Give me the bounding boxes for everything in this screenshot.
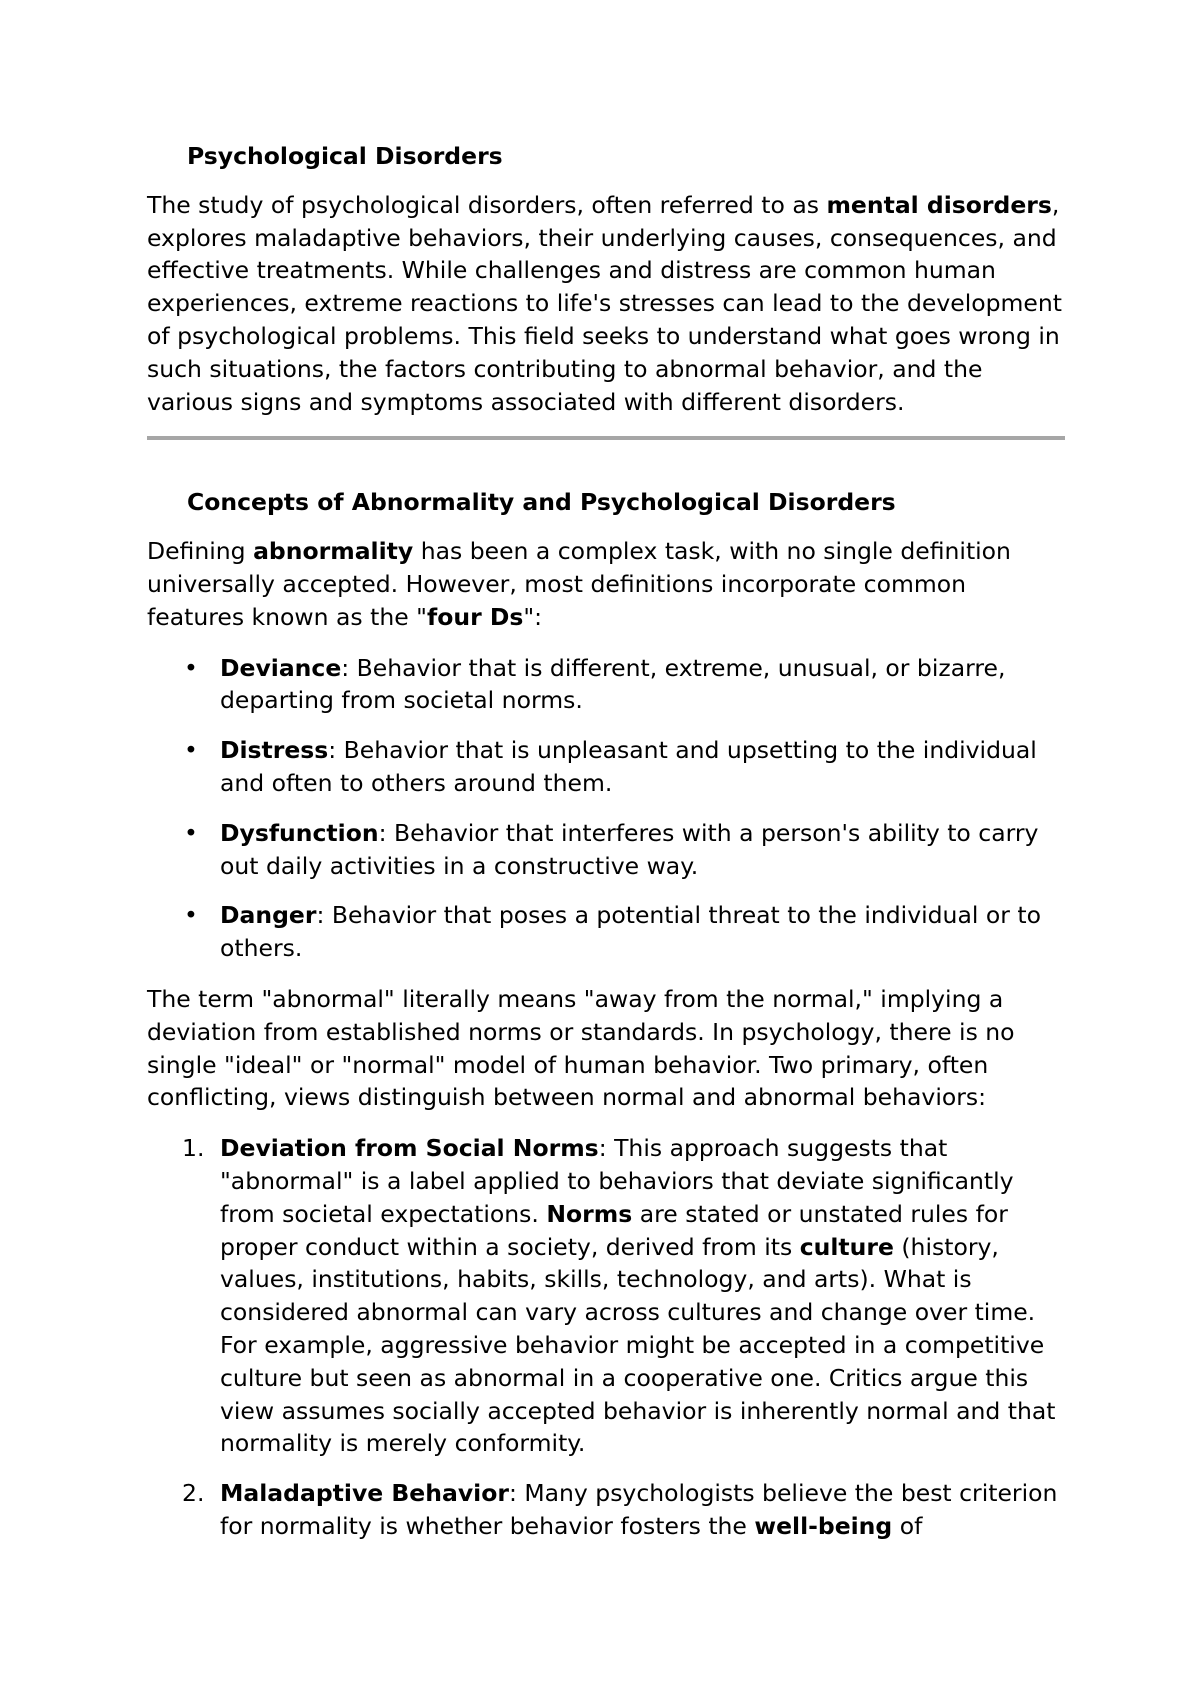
- term-deviance: Deviance: [220, 653, 342, 682]
- def-text-1: Defining: [147, 537, 254, 566]
- intro-bold-term: mental disorders: [826, 190, 1052, 219]
- list-number: 1.: [182, 1134, 205, 1163]
- section-title-concepts-of-abnormality: Concepts of Abnormality and Psychological Disorders: [187, 488, 896, 517]
- list-item-dysfunction: [147, 817, 1067, 883]
- abnormality-definition-paragraph: [147, 535, 1067, 633]
- view1-text-3: (history, values, institutions, habits, skills, technology, and arts). What is considered abnormal can vary across cultures and change over time. For example, aggressive behavior might be accepted in a competitive culture but seen as abnormal in a cooperative one. Critics argue this view assumes socially accepted behavior is inherently normal and that normality is merely conformity.: [220, 1232, 1056, 1458]
- term-deviation-from-social-norms: Deviation from Social Norms: [220, 1134, 599, 1163]
- section-title-psychological-disorders: Psychological Disorders: [187, 142, 503, 170]
- term-maladaptive-behavior: Maladaptive Behavior: [220, 1479, 509, 1508]
- desc-deviance: : Behavior that is different, extreme, unusual, or bizarre, departing from societal norms.: [220, 653, 1006, 715]
- def-text-3: ":: [523, 602, 543, 631]
- bullet-icon: •: [184, 736, 198, 765]
- bullet-icon: •: [184, 818, 198, 847]
- desc-dysfunction: : Behavior that interferes with a person's ability to carry out daily activities in a constructive way.: [220, 818, 1039, 880]
- intro-paragraph: [147, 189, 1067, 419]
- list-item-danger: [147, 899, 1067, 965]
- four-ds-list: [147, 652, 1067, 965]
- abnormal-term-paragraph: The term "abnormal" literally means "away from the normal," implying a deviation from established norms or standards. In psychology, there is no single "ideal" or "normal" model of human behavior. Two primary, often conflicting, views distinguish between normal and abnormal behaviors:: [147, 984, 1015, 1112]
- list-item-deviance: [147, 652, 1067, 718]
- bullet-icon: •: [184, 901, 198, 930]
- list-item-deviation-from-social-norms: [147, 1132, 1067, 1460]
- view1-text-2: are stated or unstated rules for proper conduct within a society, derived from its: [220, 1199, 1008, 1261]
- def-bold-four-ds: four Ds: [426, 602, 524, 631]
- horizontal-divider: [147, 436, 1065, 440]
- def-text-2: has been a complex task, with no single definition universally accepted. However, most definitions incorporate common features known as the ": [147, 537, 1011, 631]
- document-page: [147, 140, 1067, 1560]
- term-danger: Danger: [220, 901, 317, 930]
- view1-bold-culture: culture: [799, 1232, 894, 1261]
- intro-text-2: , explores maladaptive behaviors, their underlying causes, consequences, and effective treatments. While challenges and distress are common human experiences, extreme reactions to life's stresses can lead to the development of psychological problems. This field seeks to understand what goes wrong in such situations, the factors contributing to abnormal behavior, and the various signs and symptoms associated with different disorders.: [147, 190, 1062, 416]
- list-item-distress: [147, 734, 1067, 800]
- list-item-maladaptive-behavior: [147, 1477, 1067, 1543]
- view1-text-1: : This approach suggests that "abnormal" is a label applied to behaviors that deviate significantly from societal expectations.: [220, 1134, 1014, 1228]
- views-list: [147, 1132, 1067, 1543]
- view2-text-1: : Many psychologists believe the best criterion for normality is whether behavior fosters the: [220, 1479, 1058, 1540]
- view2-bold-well-being: well-being: [754, 1511, 893, 1540]
- term-distress: Distress: [220, 736, 329, 765]
- intro-text-1: The study of psychological disorders, often referred to as: [147, 190, 827, 219]
- term-dysfunction: Dysfunction: [220, 818, 379, 847]
- view2-text-2: of: [892, 1511, 923, 1540]
- def-bold-abnormality: abnormality: [253, 537, 414, 566]
- desc-distress: : Behavior that is unpleasant and upsetting to the individual and often to others around them.: [220, 736, 1037, 797]
- desc-danger: : Behavior that poses a potential threat to the individual or to others.: [220, 901, 1041, 963]
- list-number: 2.: [182, 1479, 205, 1508]
- bullet-icon: •: [184, 653, 198, 682]
- view1-bold-norms: Norms: [546, 1199, 633, 1228]
